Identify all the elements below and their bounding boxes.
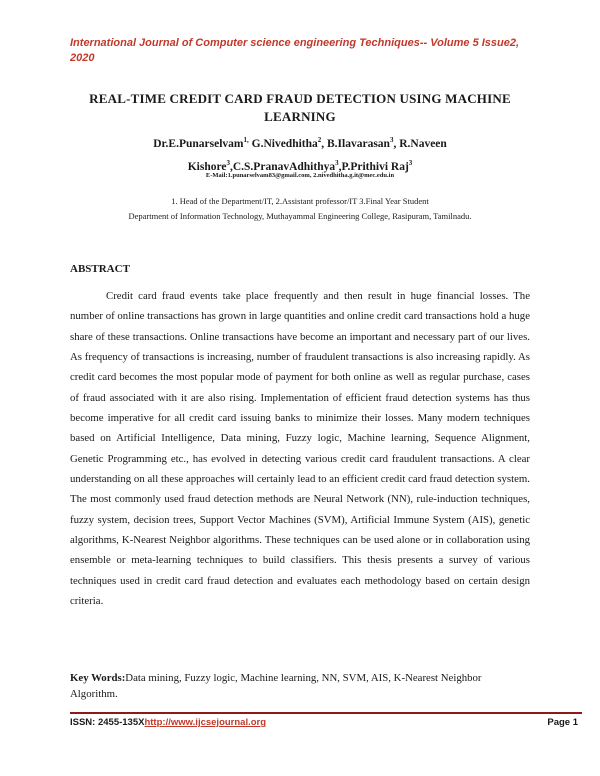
keywords-label: Key Words: xyxy=(70,672,126,684)
author-name: Dr.E.Punarselvam xyxy=(153,137,244,150)
author-sup: 1, xyxy=(243,136,249,144)
author-list xyxy=(70,131,530,177)
paper-title: REAL-TIME CREDIT CARD FRAUD DETECTION USING MACHINE LEARNING xyxy=(89,91,511,124)
author-sup: 3 xyxy=(226,158,230,167)
author-sup: 3 xyxy=(389,136,394,144)
keywords xyxy=(70,670,530,702)
issn-number: ISSN: 2455-135X xyxy=(70,717,145,728)
author-name: ,C.S.PranavAdhithya xyxy=(229,160,336,173)
author-sup: 3 xyxy=(335,158,339,167)
author-name: , B.Ilavarasan xyxy=(321,137,390,150)
page-number: Page 1 xyxy=(547,717,578,728)
keywords-text: Data mining, Fuzzy logic, Machine learning, NN, SVM, AIS, K-Nearest Neighbor Algorithm. xyxy=(70,672,482,700)
author-emails: E-Mail:1.punarselvam83@gmail.com, 2.nivedhitha.g.it@mec.edu.in xyxy=(205,172,395,179)
affiliation-department: Department of Information Technology, Muthayammal Engineering College, Rasipuram, Tamilnadu. xyxy=(128,211,472,221)
footer-divider xyxy=(70,712,582,714)
journal-header: International Journal of Computer science engineering Techniques-- Volume 5 Issue2, 2020 xyxy=(70,37,520,64)
author-sup: 2 xyxy=(317,136,322,144)
author-name: ,P.Prithivi Raj xyxy=(338,160,409,173)
footer-issn-line xyxy=(70,717,266,728)
author-name: G.Nivedhitha xyxy=(248,137,318,150)
abstract-body: Credit card fraud events take place frequently and then result in huge financial losses. The number of online transactions has grown in large quantities and online credit card transactions hold a huge share of these transactions. Online transactions have become an important and necessary part of our lives. As frequency of transactions is increasing, number of fraudulent transactions is also increasing rapidly. As credit card becomes the most popular mode of payment for both online as well as regular purchase, cases of fraud associated with it are also rising. Implementation of efficient fraud detection systems has thus become imperative for all credit card issuing banks to minimize their losses. Many modern techniques based on Artificial Intelligence, Data mining, Fuzzy logic, Machine learning, Sequence Alignment, Genetic Programming etc., has evolved in detecting various credit card fraudulent transactions. A clear understanding on all these approaches will certainly lead to an efficient credit card fraud detection system. The most commonly used fraud detection methods are Neural Network (NN), rule-induction techniques, fuzzy system, decision trees, Support Vector Machines (SVM), Artificial Immune System (AIS), genetic algorithms, K-Nearest Neighbor algorithms. These techniques can be used alone or in collaboration using ensemble or meta-learning techniques to build classifiers. This thesis presents a survey of various techniques used in credit card fraud detection and evaluates each methodology based on certain design criteria. xyxy=(70,290,530,608)
author-sup: 3 xyxy=(408,158,413,167)
journal-link[interactable]: http://www.ijcsejournal.org xyxy=(144,717,267,728)
affiliation-roles: 1. Head of the Department/IT, 2.Assistant professor/IT 3.Final Year Student xyxy=(171,196,429,206)
abstract-heading: ABSTRACT xyxy=(70,263,130,275)
author-name: , R.Naveen Kishore xyxy=(187,137,447,173)
